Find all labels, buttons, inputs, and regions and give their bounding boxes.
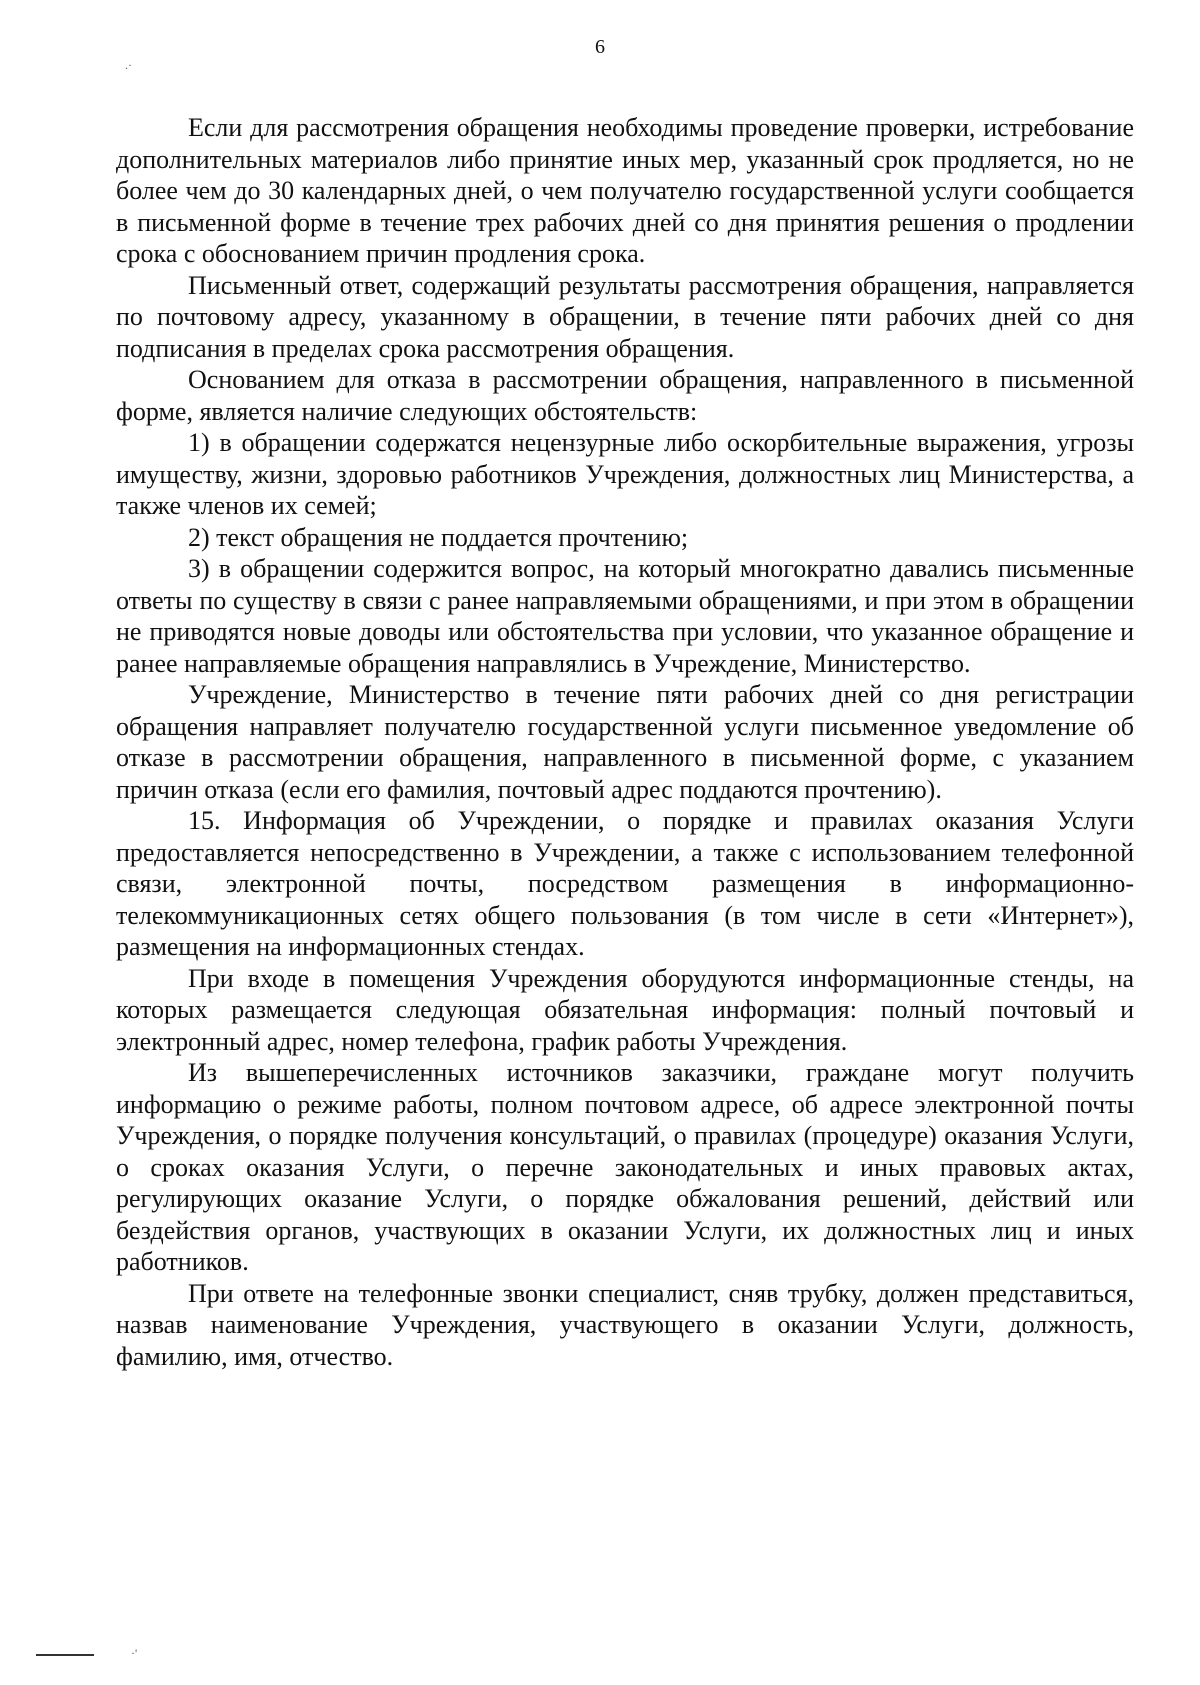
paragraph-written-answer: Письменный ответ, содержащий результаты рассмотрения обращения, направляется по почтовому адресу, указанному в обращении, в течение пяти рабочих дней со дня подписания в пределах срока рассмотрения обращения.	[116, 270, 1134, 363]
paragraph-refusal-notice: Учреждение, Министерство в течение пяти рабочих дней со дня регистрации обращения направляет получателю государственной услуги письменное уведомление об отказе в рассмотрении обращения, направленного в письменной форме, с указанием причин отказа (если его фамилия, почтовый адрес поддаются прочтению).	[116, 680, 1134, 804]
paragraph-phone-calls: При ответе на телефонные звонки специалист, сняв трубку, должен представиться, назвав наименование Учреждения, участвующего в оказании Услуги, должность, фамилию, имя, отчество.	[116, 1278, 1134, 1371]
page-number: 6	[595, 36, 605, 58]
document-body	[116, 112, 1134, 1372]
list-item-2: 2) текст обращения не поддается прочтению;	[188, 522, 689, 552]
paragraph-extension: Если для рассмотрения обращения необходимы проведение проверки, истребование дополнительных материалов либо принятие иных мер, указанный срок продляется, но не более чем до 30 календарных дней, о чем получателю государственной услуги сообщается в письменной форме в течение трех рабочих дней со дня принятия решения о продлении срока с обоснованием причин продления срока.	[116, 113, 1134, 268]
paragraph-refusal-grounds: Основанием для отказа в рассмотрении обращения, направленного в письменной форме, является наличие следующих обстоятельств:	[116, 365, 1134, 426]
paragraph-info-sources: Из вышеперечисленных источников заказчики, граждане могут получить информацию о режиме работы, полном почтовом адресе, об адресе электронной почты Учреждения, о порядке получения консультаций, о правилах (процедуре) оказания Услуги, о сроках оказания Услуги, о перечне законодательных и иных правовых актах, регулирующих оказание Услуги, о порядке обжалования решений, действий или бездействия органов, участвующих в оказании Услуги, их должностных лиц и иных работников.	[116, 1058, 1134, 1276]
list-item-1: 1) в обращении содержатся нецензурные либо оскорбительные выражения, угрозы имуществу, жизни, здоровью работников Учреждения, должностных лиц Министерства, а также членов их семей;	[116, 428, 1134, 520]
scan-line-bottom	[36, 1654, 94, 1656]
scan-speck-bottom: ·'	[131, 1646, 138, 1660]
paragraph-info-stands: При входе в помещения Учреждения оборудуются информационные стенды, на которых размещается следующая обязательная информация: полный почтовый и электронный адрес, номер телефона, график работы Учреждения.	[116, 963, 1134, 1056]
list-item-3: 3) в обращении содержится вопрос, на который многократно давались письменные ответы по существу в связи с ранее направляемыми обращениями, и при этом в обращении не приводятся новые доводы или обстоятельства при условии, что указанное обращение и ранее направляемые обращения направлялись в Учреждение, Министерство.	[116, 554, 1134, 678]
scan-speck-top: .·	[125, 58, 132, 72]
paragraph-section-15: 15. Информация об Учреждении, о порядке и правилах оказания Услуги предоставляется непосредственно в Учреждении, а также с использованием телефонной связи, электронной почты, посредством размещения в информационно-телекоммуникационных сетях общего пользования (в том числе в сети «Интернет»), размещения на информационных стендах.	[116, 806, 1134, 961]
